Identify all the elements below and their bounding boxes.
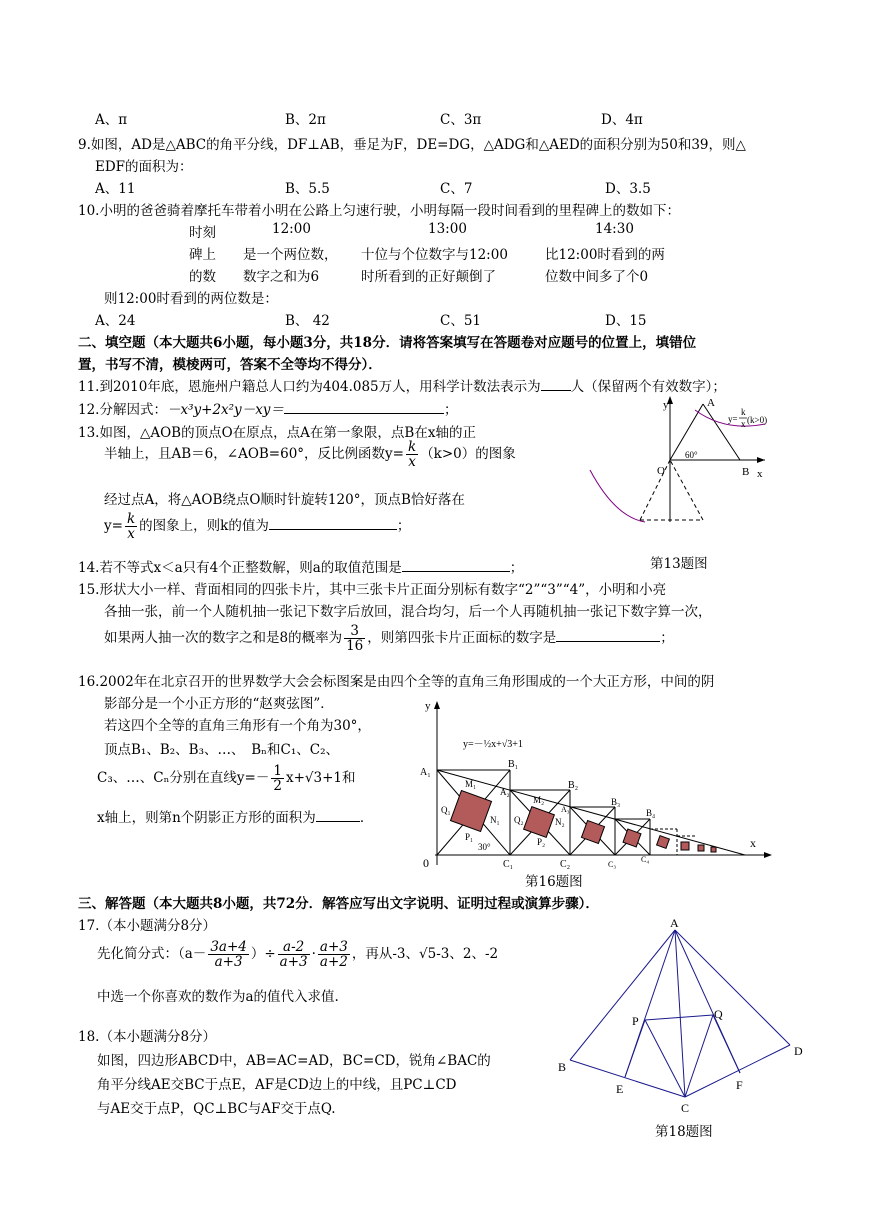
fig18-label-f: F xyxy=(736,1078,743,1092)
q10-table-cell: 比12:00时看到的两 xyxy=(545,247,665,263)
fig16-label: B₁ xyxy=(508,759,519,770)
q18-caption: 第18题图 xyxy=(655,1124,713,1140)
fig13-curve-label: y= xyxy=(728,414,738,424)
fig18-label-p: P xyxy=(632,1014,639,1028)
q15-frac: $\frac{3}{16}$ xyxy=(346,623,364,655)
fig16-label: P₁ xyxy=(465,832,474,842)
q16-line5: C₃、…、Cₙ分别在直线y=－ $\frac{1}{2}$ x+√3+1和 xyxy=(97,763,356,795)
q9-option-c: C、7 xyxy=(440,181,473,197)
q12-answer-blank[interactable] xyxy=(284,413,444,414)
fig13-xk-label: x xyxy=(741,419,746,429)
q10-table-cell: 14:30 xyxy=(595,221,634,237)
q16-answer-blank[interactable] xyxy=(316,821,360,822)
q8-option-b: B、2π xyxy=(285,112,326,128)
q13-frac: $\frac{k}{x}$ xyxy=(408,439,417,471)
fig18-label-d: D xyxy=(794,1044,803,1058)
fig18-label-c: C xyxy=(681,1101,690,1115)
fig16-label: B₄ xyxy=(646,808,656,818)
section3-heading: 三、解答题（本大题共8小题，共72分．解答应写出文字说明、证明过程或演算步骤）． xyxy=(78,896,599,912)
fig16-label: y xyxy=(425,700,431,712)
fig16-label: 30° xyxy=(478,842,491,852)
fig16-label: M₂ xyxy=(533,795,545,805)
q17-line2: 中选一个你喜欢的数作为a的值代入求值. xyxy=(97,989,339,1005)
q18-figure xyxy=(550,915,810,1125)
section2-heading-cont: 置，书写不清，模棱两可，答案不全等均不得分）． xyxy=(78,357,382,373)
q13-line4: y= $\frac{k}{x}$ 的图象上，则k的值为 ； xyxy=(104,511,411,543)
q13-caption: 第13题图 xyxy=(650,556,708,572)
fig18-label-e: E xyxy=(616,1082,624,1096)
q18-header: 18.（本小题满分8分） xyxy=(78,1029,217,1045)
q10-option-d: D、15 xyxy=(605,313,647,329)
fig13-cond-label: (k>0) xyxy=(747,415,768,425)
fig16-label: C₄ xyxy=(641,855,650,864)
q13-answer-blank[interactable] xyxy=(269,529,397,530)
q10-table-cell: 12:00 xyxy=(272,221,311,237)
q8-option-a: A、π xyxy=(95,112,128,128)
q16-frac: $\frac{1}{2}$ xyxy=(273,763,282,795)
q10-table-cell: 十位与个位数字与12:00 xyxy=(361,247,508,263)
q9-line2: EDF的面积为： xyxy=(95,159,193,175)
q16-figure xyxy=(415,695,775,870)
q17-frac3: $\frac{a+3}{a+2}$ xyxy=(319,939,348,971)
q13-line1: 13.如图，△AOB的顶点O在原点，点A在第一象限，点B在x轴的正 xyxy=(78,425,476,441)
q12-text: 12.分解因式：－x³y+2x²y－xy＝ ； xyxy=(78,402,458,418)
q10-table-cell: 数字之和为6 xyxy=(243,269,320,285)
fig18-label-b: B xyxy=(558,1060,567,1074)
q10-option-b: B、 42 xyxy=(285,313,330,329)
fig13-a-label: A xyxy=(707,397,715,409)
q17-line1: 先化简分式：（a－ $\frac{3a+4}{a+3}$ ）÷ $\frac{a-2}{a+3}$ · $\frac{a+3}{a+2}$ ，再从-3、√5-3、2、-2 xyxy=(97,939,499,971)
fig16-line-label: y=－½x+√3+1 xyxy=(463,739,523,750)
q9-option-a: A、11 xyxy=(95,181,136,197)
fig13-y-label: y xyxy=(663,399,669,411)
q15-line1: 15.形状大小一样、背面相同的四张卡片，其中三张卡片正面分别标有数字“2”“3”“4”，小明和小亮 xyxy=(78,582,667,598)
q14-answer-blank[interactable] xyxy=(402,571,510,572)
q18-line2: 角平分线AE交BC于点E，AF是CD边上的中线，且PC⊥CD xyxy=(97,1077,457,1093)
q16-line2: 影部分是一个小正方形的“赵爽弦图”． xyxy=(104,696,334,712)
q10-table-cell: 是一个两位数， xyxy=(243,247,338,263)
fig16-label: A₂ xyxy=(500,787,510,797)
q10-line1: 10.小明的爸爸骑着摩托车带着小明在公路上匀速行驶，小明每隔一段时间看到的里程碑上的数如下： xyxy=(78,203,680,219)
fig16-label: P₂ xyxy=(537,837,546,847)
fig16-label: N₁ xyxy=(490,815,500,825)
q13-line3: 经过点A，将△AOB绕点O顺时针旋转120°，顶点B恰好落在 xyxy=(104,492,465,508)
q10-table-cell: 13:00 xyxy=(428,221,467,237)
q16-line1: 16.2002年在北京召开的世界数学大会会标图案是由四个全等的直角三角形围成的一个大正方形，中间的阴 xyxy=(78,674,715,690)
fig16-label: C₁ xyxy=(503,859,514,870)
fig16-label: C₂ xyxy=(560,859,571,870)
q10-option-a: A、24 xyxy=(95,313,136,329)
q9-option-b: B、5.5 xyxy=(285,181,330,197)
fig16-label: Q₂ xyxy=(514,815,524,825)
q10-table-cell: 位数中间多了个0 xyxy=(545,269,649,285)
fig16-label: x xyxy=(750,836,756,850)
q10-table-cell: 时所看到的正好颠倒了 xyxy=(361,269,496,285)
q11-text: 11.到2010年底，恩施州户籍总人口约为404.085万人，用科学计数法表示为 人（保留两个有效数字）； xyxy=(78,379,726,395)
q13-line2: 半轴上，且AB＝6，∠AOB=60°，反比例函数y= $\frac{k}{x}$ （k>0）的图象 xyxy=(104,439,516,471)
fig13-angle-label: 60° xyxy=(685,450,698,460)
q16-line3: 若这四个全等的直角三角形有一个角为30°， xyxy=(104,718,371,734)
q13-figure xyxy=(585,392,775,558)
q10-table-cell: 的数 xyxy=(189,269,216,285)
q10-question: 则12:00时看到的两位数是： xyxy=(104,291,278,307)
q8-option-c: C、3π xyxy=(440,112,482,128)
fig16-label: Q₁ xyxy=(441,805,451,815)
q18-line3: 与AE交于点P，QC⊥BC与AF交于点Q. xyxy=(97,1101,336,1117)
q15-answer-blank[interactable] xyxy=(556,641,660,642)
q8-option-d: D、4π xyxy=(601,112,643,128)
q9-line1: 9.如图，AD是△ABC的角平分线，DF⊥AB，垂足为F，DE=DG，△ADG和△AED的面积分别为50和39，则△ xyxy=(78,137,746,153)
q10-option-c: C、51 xyxy=(440,313,482,329)
fig13-k-label: k xyxy=(741,407,746,417)
fig16-label: A₃ xyxy=(561,805,570,814)
fig13-b-label: B xyxy=(742,466,750,478)
q10-table-cell: 碑上 xyxy=(189,247,216,263)
q15-line3: 如果两人抽一次的数字之和是8的概率为 $\frac{3}{16}$ ，则第四张卡片正面标的数字是 ； xyxy=(104,623,674,655)
fig16-label: B₂ xyxy=(568,780,579,791)
q18-line1: 如图，四边形ABCD中，AB=AC=AD，BC=CD，锐角∠BAC的 xyxy=(97,1053,491,1069)
q13-frac2: $\frac{k}{x}$ xyxy=(126,511,136,543)
fig16-label: B₃ xyxy=(611,797,621,807)
q16-caption: 第16题图 xyxy=(525,874,583,890)
q17-frac1: $\frac{3a+4}{a+3}$ xyxy=(210,939,247,971)
fig16-label: N₂ xyxy=(555,817,565,827)
q9-option-d: D、3.5 xyxy=(605,181,651,197)
fig16-label: C₃ xyxy=(608,860,617,869)
q17-frac2: $\frac{a-2}{a+3}$ xyxy=(279,939,308,971)
q11-answer-blank[interactable] xyxy=(541,390,571,391)
q10-table-cell: 时刻 xyxy=(189,225,216,241)
q16-line6: x轴上，则第n个阴影正方形的面积为 ． xyxy=(97,810,374,826)
fig16-label: 0 xyxy=(423,856,429,870)
section2-heading: 二、填空题（本大题共6小题，每小题3分，共18分．请将答案填写在答题卷对应题号的位置上，填错位 xyxy=(78,335,697,351)
q15-line2: 各抽一张，前一个人随机抽一张记下数字后放回，混合均匀，后一个人再随机抽一张记下数字算一次， xyxy=(104,604,712,620)
fig13-o-label: O xyxy=(657,465,665,477)
q14-text: 14.若不等式x＜a只有4个正整数解，则a的取值范围是 ； xyxy=(78,560,524,576)
fig13-x-label: x xyxy=(757,468,763,480)
fig18-label-a: A xyxy=(670,916,679,930)
q17-header: 17.（本小题满分8分） xyxy=(78,918,217,934)
fig16-label: M₁ xyxy=(465,779,477,789)
q16-line4: 顶点B₁、B₂、B₃、…、 Bₙ和C₁、C₂、 xyxy=(104,742,339,758)
fig16-label: A₁ xyxy=(420,767,431,778)
fig18-label-q: Q xyxy=(714,1007,723,1021)
